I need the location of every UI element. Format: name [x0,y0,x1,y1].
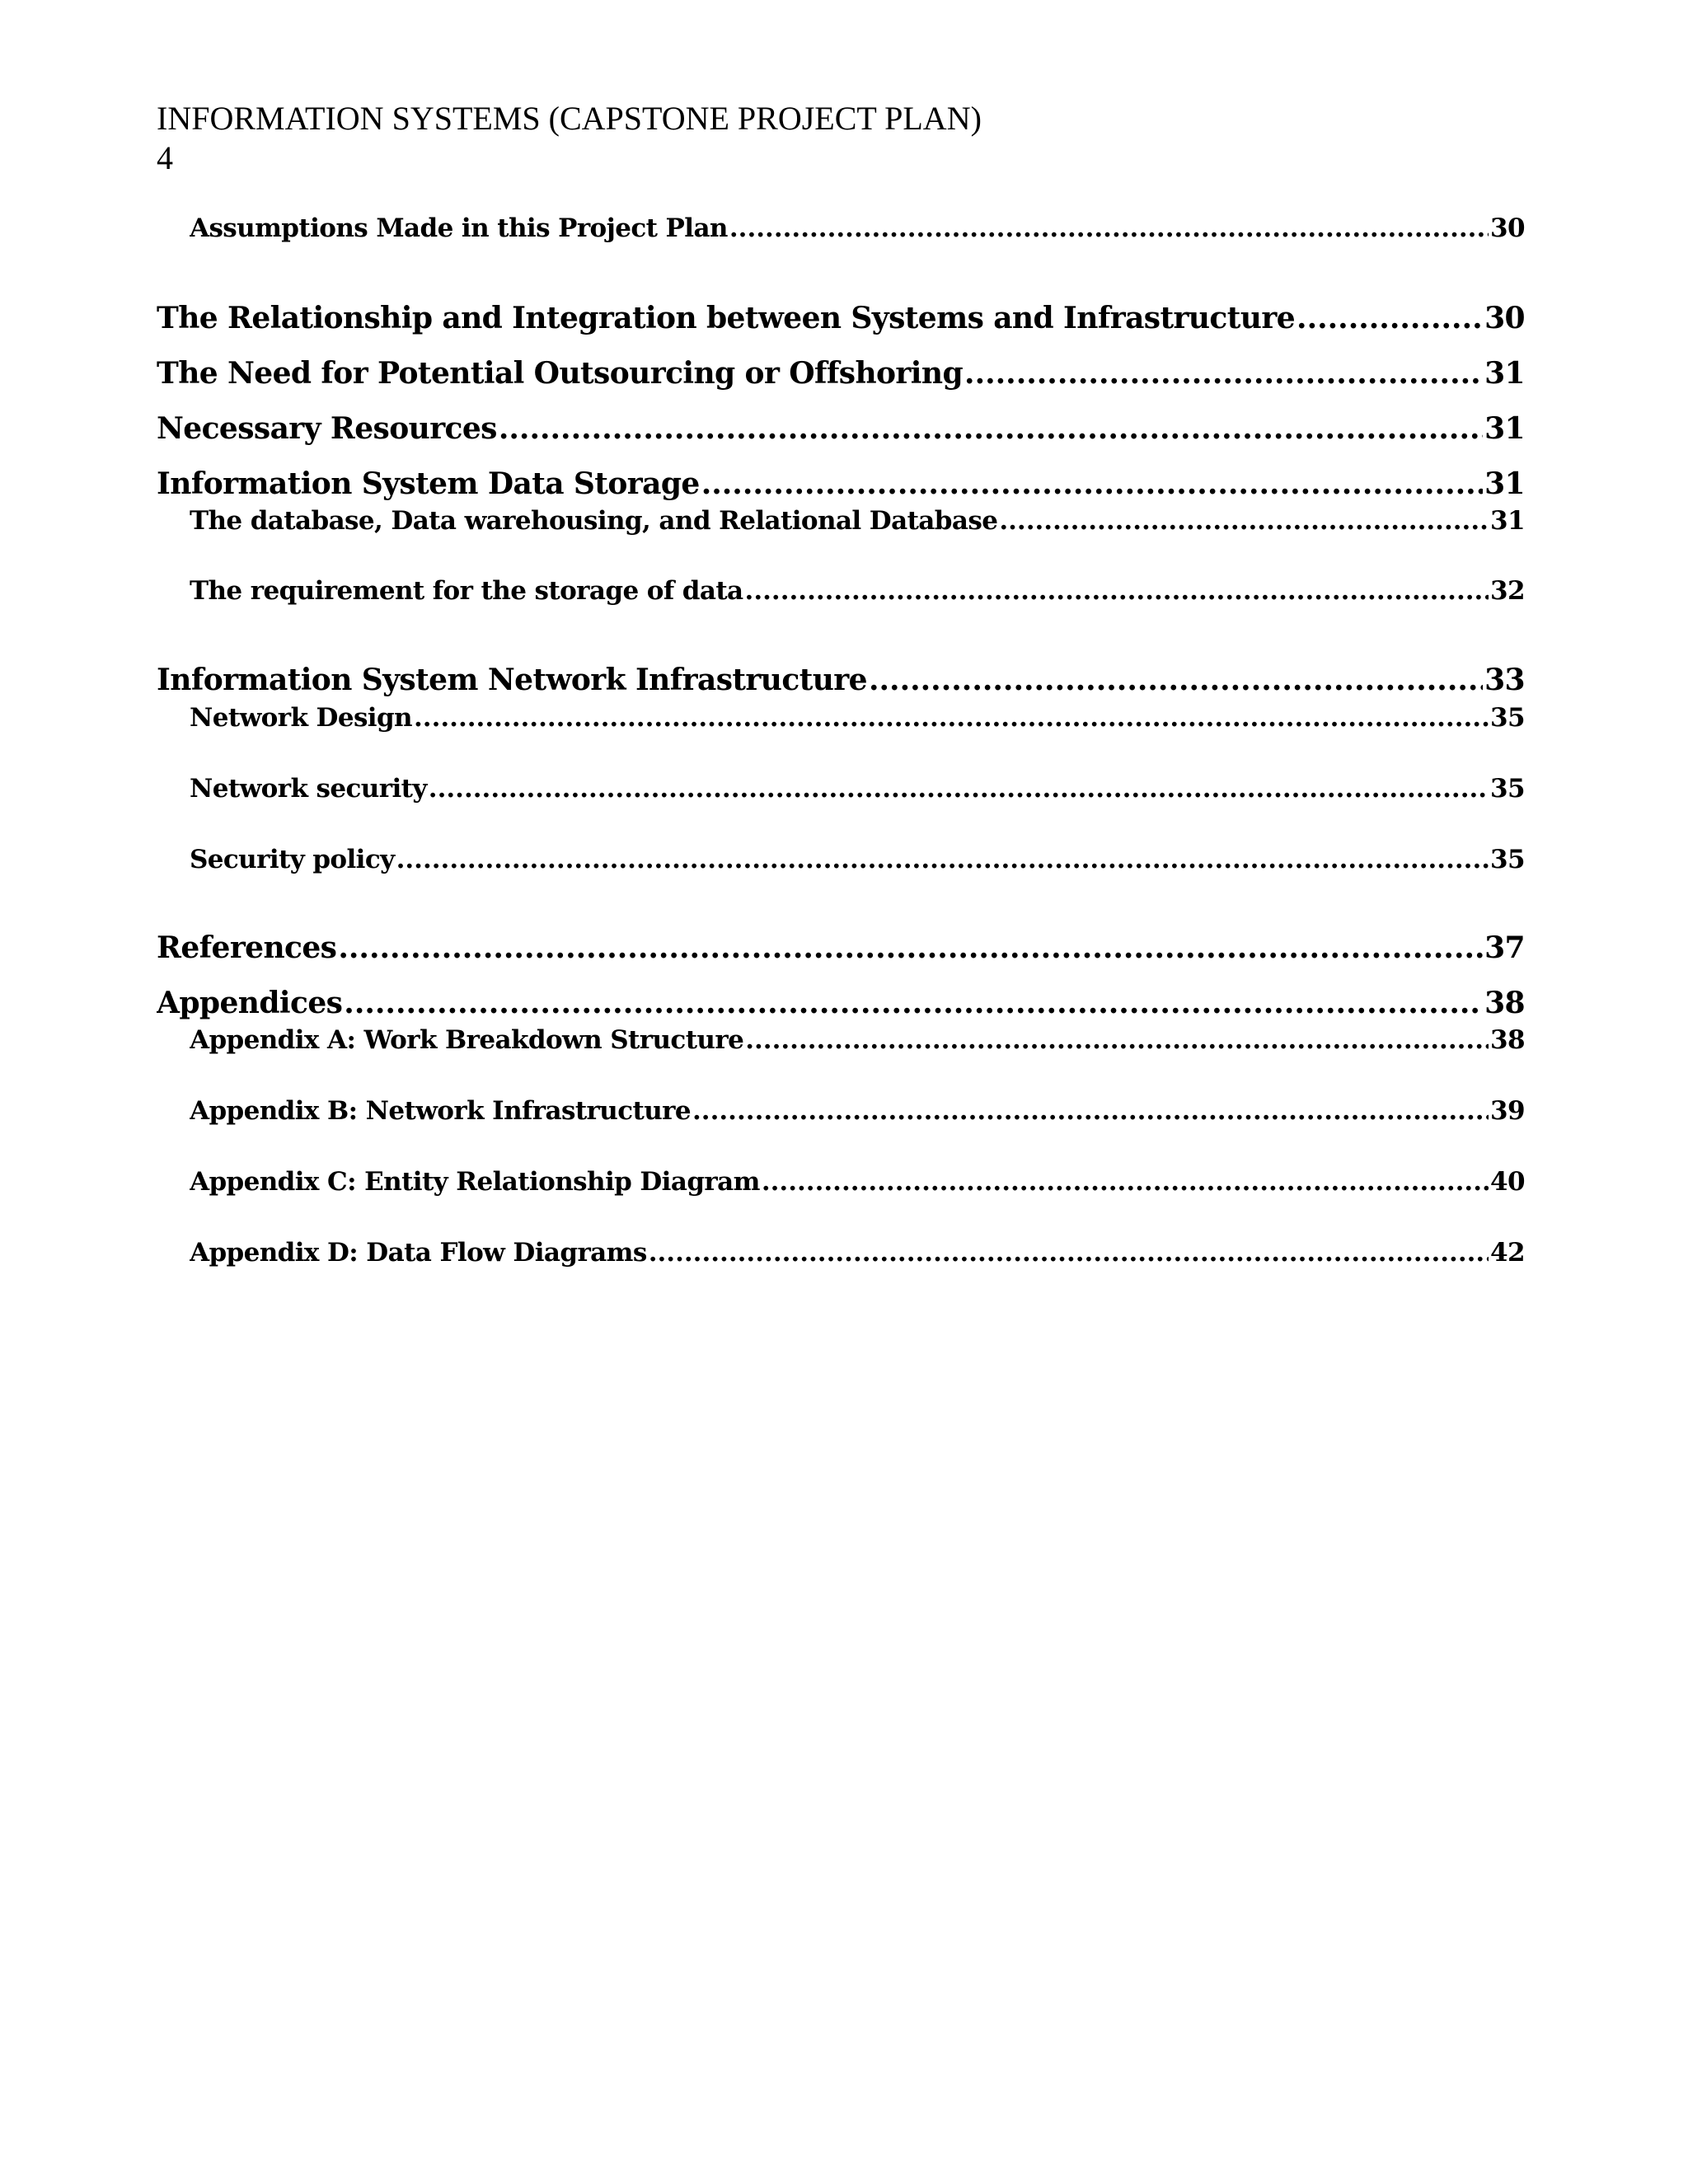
toc-entry-data-storage[interactable] [157,466,1525,502]
toc-entry-title: Appendix C: Entity Relationship Diagram [190,1167,760,1197]
toc-dot-leader [729,213,1489,244]
toc-entry-page: 31 [1490,506,1525,536]
toc-entry-assumptions[interactable] [190,213,1525,244]
toc-entry-page: 30 [1484,301,1525,335]
toc-entry-appendices[interactable] [157,985,1525,1021]
toc-entry-appendix-a[interactable] [190,1024,1525,1056]
toc-dot-leader [762,1166,1489,1197]
toc-entry-relationship-integration[interactable] [157,300,1525,336]
toc-dot-leader [745,575,1489,607]
toc-entry-title: Information System Network Infrastructure [157,663,867,697]
toc-dot-leader [1296,300,1483,336]
toc-entry-necessary-resources[interactable] [157,410,1525,447]
toc-dot-leader [344,985,1483,1021]
toc-entry-database-warehousing[interactable] [190,505,1525,537]
toc-entry-page: 37 [1484,930,1525,965]
toc-entry-appendix-c[interactable] [190,1166,1525,1197]
toc-entry-title: Necessary Resources [157,411,497,446]
toc-entry-page: 30 [1490,213,1525,243]
toc-entry-page: 35 [1490,845,1525,874]
toc-entry-page: 39 [1490,1096,1525,1126]
toc-dot-leader [649,1237,1489,1268]
toc-entry-outsourcing[interactable] [157,355,1525,391]
toc-entry-title: Appendix A: Work Breakdown Structure [190,1025,744,1055]
toc-entry-appendix-b[interactable] [190,1095,1525,1127]
toc-entry-title: The database, Data warehousing, and Relational Database [190,506,998,536]
toc-dot-leader [692,1095,1489,1127]
toc-entry-title: Security policy [190,845,395,874]
toc-entry-page: 42 [1490,1238,1525,1268]
toc-entry-title: Assumptions Made in this Project Plan [190,213,728,243]
toc-entry-title: The requirement for the storage of data [190,576,743,606]
toc-dot-leader [396,844,1489,875]
toc-dot-leader [869,662,1483,698]
toc-entry-title: Network security [190,774,427,804]
toc-dot-leader [701,466,1483,502]
toc-entry-page: 33 [1484,663,1525,697]
toc-dot-leader [429,773,1489,804]
toc-entry-page: 40 [1490,1167,1525,1197]
toc-entry-references[interactable] [157,930,1525,966]
toc-entry-title: References [157,930,337,965]
toc-entry-appendix-d[interactable] [190,1237,1525,1268]
toc-entry-title: Appendix B: Network Infrastructure [190,1096,692,1126]
toc-entry-title: The Need for Potential Outsourcing or Offshoring [157,356,964,391]
toc-entry-title: Appendices [157,986,343,1020]
toc-dot-leader [745,1024,1489,1056]
running-head: INFORMATION SYSTEMS (CAPSTONE PROJECT PLAN) [157,100,982,137]
toc-entry-network-design[interactable] [190,702,1525,733]
toc-entry-page: 35 [1490,774,1525,804]
page-number: 4 [157,139,173,176]
toc-entry-page: 35 [1490,703,1525,733]
toc-entry-page: 31 [1484,356,1525,391]
toc-entry-title: Network Design [190,703,412,733]
toc-entry-title: Appendix D: Data Flow Diagrams [190,1238,647,1268]
toc-entry-title: The Relationship and Integration between Systems and Infrastructure [157,301,1296,335]
toc-entry-network-infrastructure[interactable] [157,662,1525,698]
toc-entry-title: Information System Data Storage [157,466,700,501]
toc-entry-page: 31 [1484,466,1525,501]
toc-entry-storage-requirement[interactable] [190,575,1525,607]
toc-dot-leader [414,702,1489,733]
toc-entry-page: 38 [1484,986,1525,1020]
toc-dot-leader [999,505,1489,537]
toc-entry-page: 32 [1490,576,1525,606]
toc-dot-leader [964,355,1483,391]
toc-entry-security-policy[interactable] [190,844,1525,875]
toc-dot-leader [338,930,1483,966]
toc-entry-page: 38 [1490,1025,1525,1055]
toc-entry-network-security[interactable] [190,773,1525,804]
toc-dot-leader [499,410,1483,447]
toc-entry-page: 31 [1484,411,1525,446]
